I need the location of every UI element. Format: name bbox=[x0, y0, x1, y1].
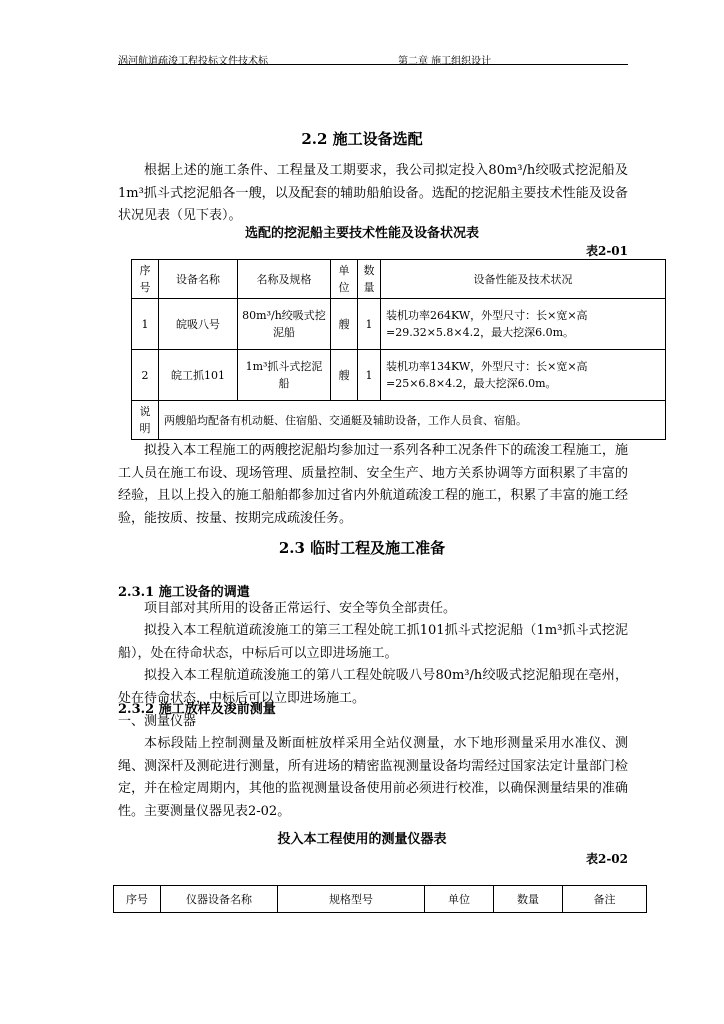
note-label: 说明 bbox=[132, 401, 159, 440]
table-row bbox=[132, 299, 666, 350]
table2-number: 表2-02 bbox=[585, 852, 628, 866]
table-row bbox=[132, 350, 666, 401]
header-cell: 数量 bbox=[494, 886, 563, 913]
header-cell: 设备性能及技术状况 bbox=[381, 260, 666, 299]
header-divider bbox=[118, 64, 628, 65]
section-2-3-1-p3: 拟投入本工程航道疏浚施工的第八工程处皖吸八号80m³/h绞吸式挖泥船现在亳州，处在待命状态，中标后可以立即进场施工。 bbox=[118, 668, 628, 706]
header-cell: 规格型号 bbox=[278, 886, 425, 913]
row-qty: 1 bbox=[358, 350, 381, 401]
row-unit: 艘 bbox=[331, 350, 358, 401]
header-cell: 单位 bbox=[331, 260, 358, 299]
row-name: 皖工抓101 bbox=[159, 350, 238, 401]
section-2-3-2-p1: 本标段陆上控制测量及断面桩放样采用全站仪测量，水下地形测量采用水准仪、测绳、测深杆及测砣进行测量，所有进场的精密监视测量设备均需经过国家法定计量部门检定，并在检定周期内，其他的监视测量设备使用前必须进行校准，以确保测量结果的准确性。主要测量仪器见表2-02。 bbox=[118, 736, 628, 819]
row-desc: 装机功率264KW，外型尺寸：长×宽×高=29.32×5.8×4.2，最大挖深6.0m。 bbox=[381, 299, 666, 350]
paragraph-after-table: 拟投入本工程施工的两艘挖泥船均参加过一系列各种工况条件下的疏浚工程施工，施工人员在施工布设、现场管理、质量控制、安全生产、地方关系协调等方面积累了丰富的经验，且以上投入的施工船舶都参加过省内外航道疏浚工程的施工，积累了丰富的施工经验，能按质、按量、按期完成疏浚任务。 bbox=[118, 443, 628, 526]
row-name: 皖吸八号 bbox=[159, 299, 238, 350]
note-text: 两艘船均配备有机动艇、住宿船、交通艇及辅助设备，工作人员食、宿船。 bbox=[159, 401, 666, 440]
equipment-table bbox=[131, 259, 666, 440]
instrument-table bbox=[113, 885, 647, 913]
header-right: 第二章 施工组织设计 bbox=[398, 56, 492, 67]
header-cell: 设备名称 bbox=[159, 260, 238, 299]
header-cell: 名称及规格 bbox=[238, 260, 331, 299]
row-no: 2 bbox=[132, 350, 159, 401]
section-2-3-1-p2: 拟投入本工程航道疏浚施工的第三工程处皖工抓101抓斗式挖泥船（1m³抓斗式挖泥船），处在待命状态，中标后可以立即进场施工。 bbox=[118, 623, 628, 661]
table1-number: 表2-01 bbox=[585, 244, 628, 258]
section-2-3-2-item: 一、测量仪器 bbox=[118, 714, 197, 729]
header-cell: 单位 bbox=[425, 886, 494, 913]
table-header-row bbox=[132, 260, 666, 299]
table-header-row bbox=[114, 886, 647, 913]
section-2-3-title: 2.3 临时工程及施工准备 bbox=[278, 539, 446, 557]
section-2-2-paragraph: 根据上述的施工条件、工程量及工期要求，我公司拟定投入80m³/h绞吸式挖泥船及1m³抓斗式挖泥船各一艘，以及配套的辅助船舶设备。选配的挖泥船主要技术性能及设备状况见表（见下表）。 bbox=[118, 163, 628, 223]
header-cell: 备注 bbox=[563, 886, 647, 913]
row-spec: 80m³/h绞吸式挖泥船 bbox=[238, 299, 331, 350]
row-qty: 1 bbox=[358, 299, 381, 350]
section-2-3-1-p1: 项目部对其所用的设备正常运行、安全等负全部责任。 bbox=[144, 601, 457, 616]
table-note-row bbox=[132, 401, 666, 440]
table1-caption: 选配的挖泥船主要技术性能及设备状况表 bbox=[244, 226, 479, 241]
header-cell: 数量 bbox=[358, 260, 381, 299]
header-cell: 序号 bbox=[114, 886, 161, 913]
section-2-3-2-title: 2.3.2 施工放样及浚前测量 bbox=[118, 702, 276, 717]
header-cell: 序号 bbox=[132, 260, 159, 299]
row-spec: 1m³抓斗式挖泥船 bbox=[238, 350, 331, 401]
section-2-3-1-title: 2.3.1 施工设备的调遣 bbox=[118, 585, 250, 600]
header-cell: 仪器设备名称 bbox=[161, 886, 278, 913]
row-desc: 装机功率134KW，外型尺寸：长×宽×高=25×6.8×4.2，最大挖深6.0m。 bbox=[381, 350, 666, 401]
row-unit: 艘 bbox=[331, 299, 358, 350]
header-left: 涡河航道疏浚工程投标文件技术标 bbox=[118, 56, 268, 67]
table2-caption: 投入本工程使用的测量仪器表 bbox=[277, 832, 447, 847]
section-2-2-title: 2.2 施工设备选配 bbox=[301, 130, 423, 148]
row-no: 1 bbox=[132, 299, 159, 350]
